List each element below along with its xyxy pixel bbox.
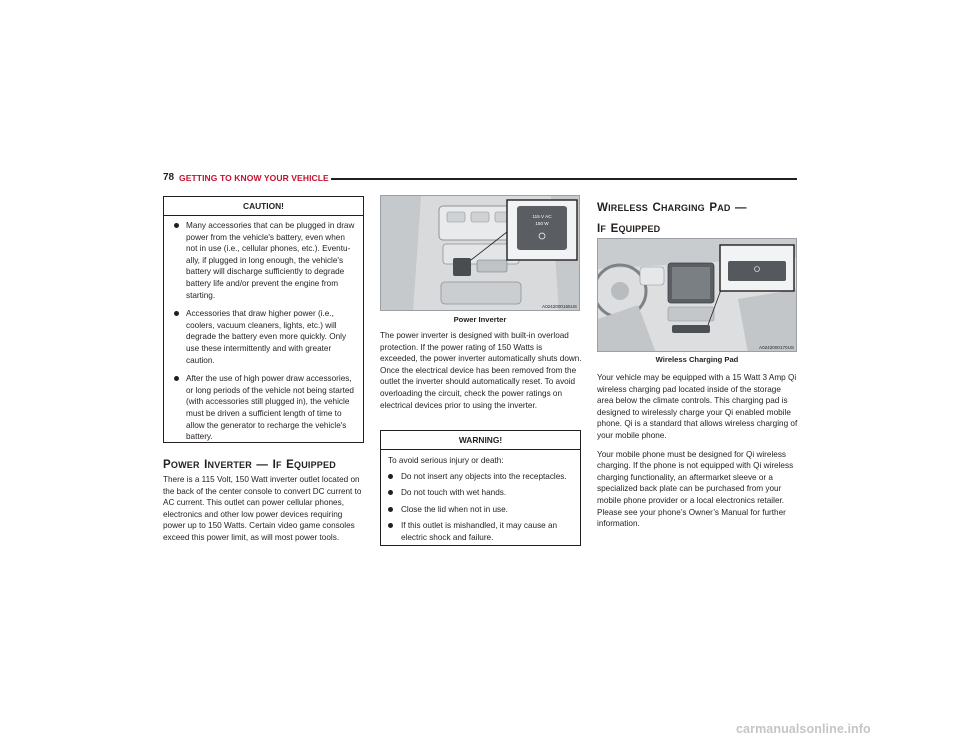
wireless-charging-paragraph-1: Your vehicle may be equipped with a 15 Watt 3 Amp Qi wireless charging pad located inside of the storage area below the climate controls. This charging pad is designed to wirelessly charge your Qi enabled mobile phone. Qi is a standard that allows wireless charging of your mobile phone. [597, 373, 798, 440]
power-inverter-heading: POWER INVERTER — IF EQUIPPED [163, 459, 336, 471]
caution-box [163, 196, 364, 443]
warning-list [381, 471, 580, 544]
caution-item: After the use of high power draw accessories, or long periods of the vehicle not being started (with accessories still plugged in), the vehicle must be driven a sufficient length of time to allow the generator to recharge the vehicle's battery. [174, 373, 357, 443]
bullet-icon [174, 223, 179, 228]
power-inverter-paragraph: There is a 115 Volt, 150 Watt inverter outlet located on the back of the center console to convert DC current to AC current. This outlet can power cellular phones, electronics and other low power devices requiring power up to 150 Watts. Certain video game consoles exceed this power limit, as will most power tools. [163, 475, 362, 542]
wireless-charging-body [597, 372, 798, 537]
watermark: carmanualsonline.info [736, 722, 871, 736]
warning-item: Close the lid when not in use. [388, 504, 574, 516]
figure-label-voltage: 115 V AC [532, 214, 552, 219]
caution-item: Accessories that draw higher power (i.e., coolers, vacuum cleaners, lights, etc.) will degrade the battery even more quickly. Only use these intermittently and with greater caution. [174, 308, 357, 366]
wireless-charging-figure [597, 238, 797, 352]
figure-label-watts: 150 W [535, 221, 549, 226]
page-number: 78 [163, 172, 175, 183]
section-title: GETTING TO KNOW YOUR VEHICLE [179, 173, 329, 183]
warning-item: Do not insert any objects into the receptacles. [388, 471, 574, 483]
caution-title: CAUTION! [164, 197, 363, 216]
bullet-icon [388, 490, 393, 495]
figure-id: A0242000165US [542, 304, 577, 309]
wireless-charging-heading: WIRELESS CHARGING PAD — IF EQUIPPED [597, 202, 747, 235]
header-rule [331, 178, 797, 180]
warning-title: WARNING! [381, 431, 580, 450]
power-inverter-caption: Power Inverter [453, 315, 507, 324]
wireless-charging-caption: Wireless Charging Pad [655, 355, 739, 364]
power-inverter-paragraph-2: The power inverter is designed with built-in overload protection. If the power rating of 150 Watts is exceeded, the power inverter automatically shuts down. Once the electrical device has been removed from the outlet the inverter should automatically reset. To avoid overloading the circuit, check the power ratings on electrical devices prior to using the inverter. [380, 331, 582, 410]
wireless-charging-paragraph-2: Your mobile phone must be designed for Qi wireless charging. If the phone is not equipped with Qi wireless charging functionality, an aftermarket sleeve or a specialized back plate can be purchased from your mobile phone provider or a local electronics retailer. Please see your phone’s Owner’s Manual for further information. [597, 449, 794, 529]
bullet-icon [388, 474, 393, 479]
warning-item: If this outlet is mishandled, it may cause an electric shock and failure. [388, 520, 574, 543]
warning-item: Do not touch with wet hands. [388, 487, 574, 499]
bullet-icon [388, 507, 393, 512]
bullet-icon [388, 523, 393, 528]
bullet-icon [174, 311, 179, 316]
page-header [163, 172, 797, 186]
caution-list [164, 216, 363, 443]
bullet-icon [174, 376, 179, 381]
power-inverter-figure [380, 195, 580, 311]
warning-box [380, 430, 581, 546]
figure-id: A0242000170US [759, 345, 794, 350]
warning-intro: To avoid serious injury or death: [388, 456, 504, 465]
caution-item: Many accessories that can be plugged in draw power from the vehicle's battery, even when not in use (i.e., cellular phones, etc.). Eventually, if plugged in long enough, the vehicle's battery will discharge sufficiently to degrade battery life and/or prevent the engine from starting. [174, 220, 357, 301]
